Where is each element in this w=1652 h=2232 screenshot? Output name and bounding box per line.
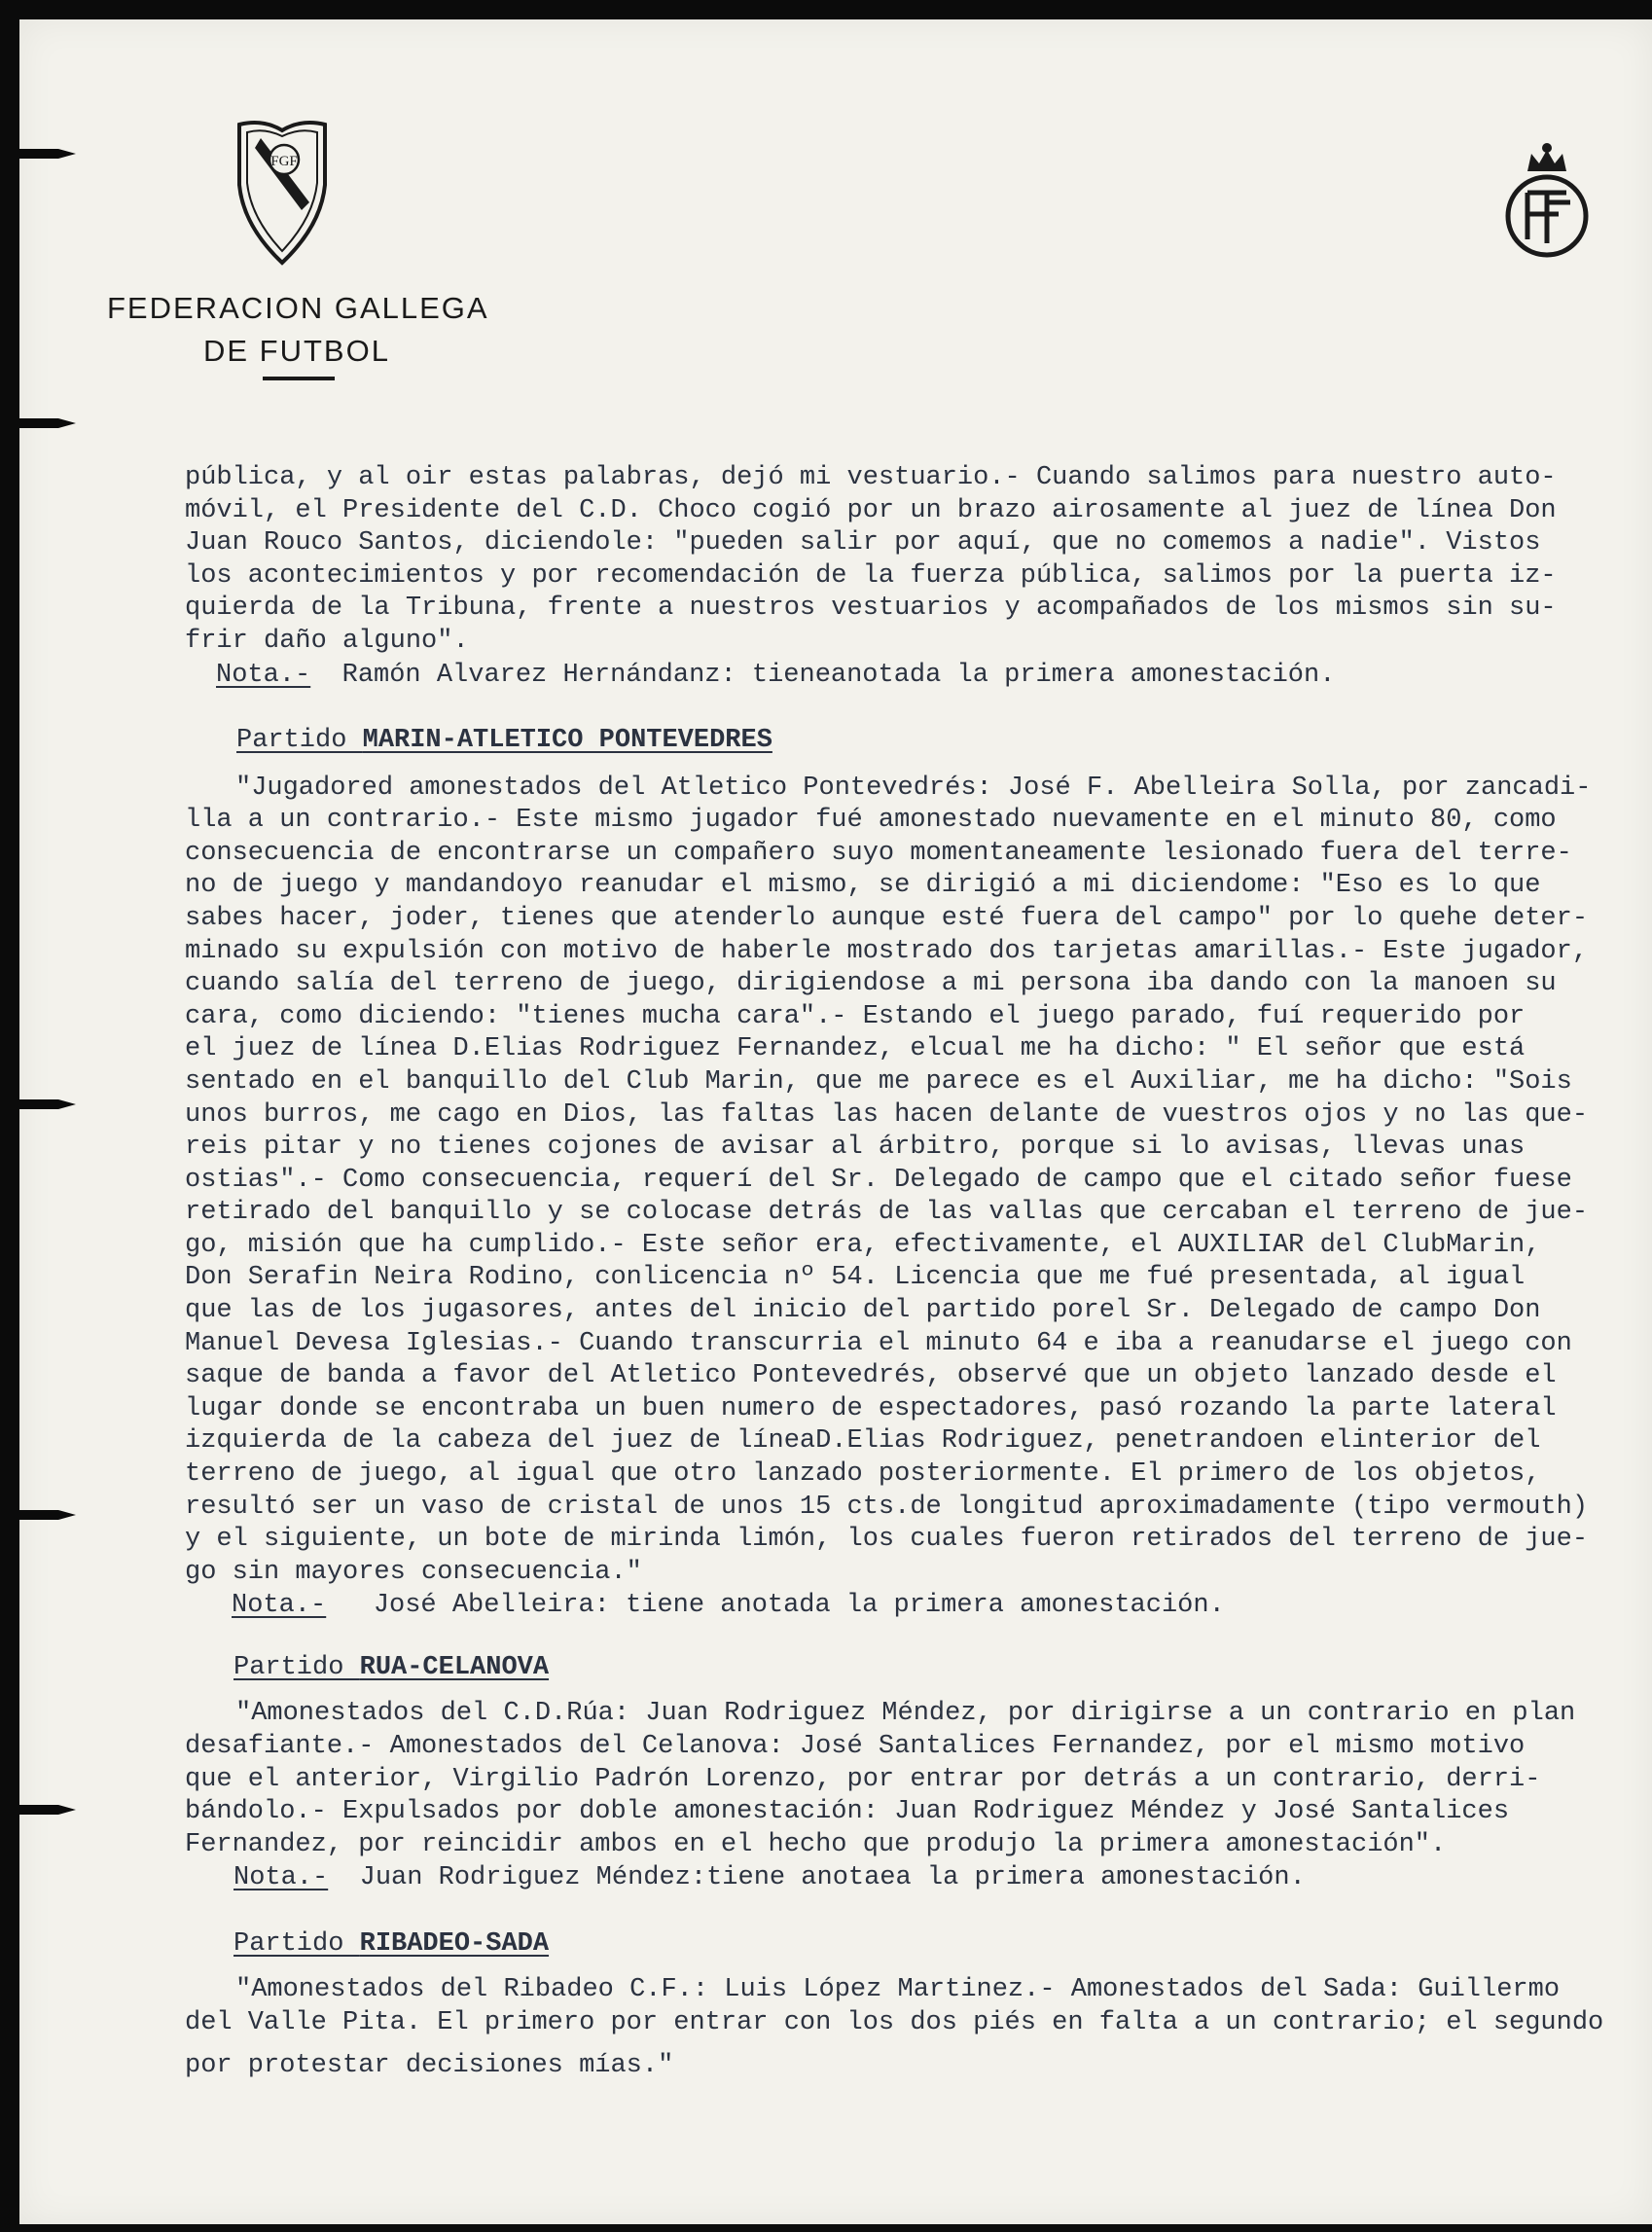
text-line: Juan Rouco Santos, diciendole: "pueden salir por aquí, que no comemos a nadie". Vistos (185, 528, 1541, 558)
binder-tab (19, 1805, 58, 1815)
text-line: "Jugadored amonestados del Atletico Pontevedrés: José F. Abelleira Solla, por zancadi- (235, 773, 1592, 803)
binder-tab (19, 1099, 58, 1109)
text-line: go, misión que ha cumplido.- Este señor era, efectivamente, el AUXILIAR del ClubMarin, (185, 1230, 1541, 1260)
heading-prefix: Partido (236, 725, 363, 755)
text-line: unos burros, me cago en Dios, las faltas las hacen delante de vuestros ojos y no las que- (185, 1099, 1589, 1130)
intro-paragraph (185, 462, 1644, 659)
binder-tab (19, 1510, 58, 1520)
text-line: bándolo.- Expulsados por doble amonestación: Juan Rodriguez Méndez y José Santalices (185, 1797, 1510, 1827)
text-line: sentado en el banquillo del Club Marin, que me parece es el Auxiliar, me ha dicho: "Sois (185, 1066, 1572, 1097)
text-line: móvil, el Presidente del C.D. Choco cogió por un brazo airosamente al juez de línea Don (185, 495, 1557, 525)
text-line: desafiante.- Amonestados del Celanova: José Santalices Fernandez, por el mismo motivo (185, 1732, 1526, 1761)
binder-tab (19, 149, 58, 159)
section-paragraph (185, 1974, 1644, 2082)
text-line: que el anterior, Virgilio Padrón Lorenzo, por entrar por detrás a un contrario, derri- (185, 1764, 1541, 1794)
text-line: y el siguiente, un bote de mirinda limón, los cuales fueron retirados del terreno de jue- (185, 1525, 1589, 1555)
text-line: por protestar decisiones mías." (185, 2050, 674, 2080)
text-line: pública, y al oir estas palabras, dejó mi vestuario.- Cuando salimos para nuestro auto- (185, 463, 1557, 492)
section-heading-rua-celanova (185, 1651, 1644, 1684)
nota-label: Nota.- (232, 1591, 327, 1621)
text-line: saque de banda a favor del Atletico Pontevedrés, observé que un objeto lanzado desde el (185, 1361, 1557, 1391)
text-line: quierda de la Tribuna, frente a nuestros vestuarios y acompañados de los mismos sin su- (185, 594, 1557, 624)
heading-teams: RUA-CELANOVA (359, 1653, 550, 1683)
text-line: no de juego y mandandoyo reanudar el mismo, se dirigió a mi diciendome: "Eso es lo que (185, 871, 1541, 901)
nota-text: Ramón Alvarez Hernándanz: tieneanotada la primera amonestación. (310, 660, 1336, 690)
text-line: terreno de juego, al igual que otro lanzado posteriormente. El primero de los objetos, (185, 1459, 1541, 1490)
text-line: del Valle Pita. El primero por entrar con los dos piés en falta a un contrario; el segundo (185, 2007, 1604, 2037)
text-line: lla a un contrario.- Este mismo jugador fué amonestado nuevamente en el minuto 80, como (185, 806, 1557, 836)
text-line: el juez de línea D.Elias Rodriguez Fernandez, elcual me ha dicho: " El señor que está (185, 1034, 1526, 1064)
nota-label: Nota.- (233, 1863, 329, 1893)
nota-line (185, 659, 1644, 692)
organization-name-line1: FEDERACION GALLEGA (107, 291, 489, 325)
text-line: Manuel Devesa Iglesias.- Cuando transcurria el minuto 64 e iba a reanudarse el juego con (185, 1328, 1572, 1358)
binder-tab (19, 418, 58, 428)
letterhead-rule (263, 377, 335, 380)
text-line: Don Serafin Neira Rodino, conlicencia nº 54. Licencia que me fué presentada, al igual (185, 1263, 1526, 1293)
text-line: los acontecimientos y por recomendación de la fuerza pública, salimos por la puerta iz- (185, 560, 1557, 591)
nota-text: José Abelleira: tiene anotada la primera amonestación. (326, 1591, 1225, 1621)
document-body (185, 462, 1644, 2082)
nota-text: Juan Rodriguez Méndez:tiene anotaea la primera amonestación. (328, 1863, 1306, 1893)
text-line: "Amonestados del Ribadeo C.F.: Luis López Martinez.- Amonestados del Sada: Guillermo (235, 1975, 1561, 2005)
section-heading-ribadeo-sada (185, 1927, 1644, 1961)
heading-prefix: Partido (233, 1929, 360, 1960)
text-line: "Amonestados del C.D.Rúa: Juan Rodriguez Méndez, por dirigirse a un contrario en plan (235, 1699, 1576, 1729)
text-line: que las de los jugasores, antes del inicio del partido porel Sr. Delegado de campo Don (185, 1296, 1541, 1326)
text-line: retirado del banquillo y se colocase detrás de las vallas que cercaban el terreno de jue- (185, 1198, 1589, 1228)
heading-teams: RIBADEO-SADA (359, 1929, 550, 1960)
text-line: resultó ser un vaso de cristal de unos 15 cts.de longitud aproximadamente (tipo vermouth) (185, 1492, 1589, 1522)
nota-label: Nota.- (216, 660, 311, 690)
text-line: cara, como diciendo: "tienes mucha cara".- Estando el juego parado, fuí requerido por (185, 1001, 1526, 1031)
text-line: sabes hacer, joder, tienes que atenderlo aunque esté fuera del campo" por lo quehe deter- (185, 903, 1589, 933)
document-page (19, 19, 1652, 2224)
text-line: izquierda de la cabeza del juez de líneaD.Elias Rodriguez, penetrandoen elinterior del (185, 1426, 1541, 1457)
heading-prefix: Partido (233, 1653, 360, 1683)
section-heading-marin-atletico (185, 724, 1644, 757)
text-line: lugar donde se encontraba un buen numero de espectadores, pasó rozando la parte lateral (185, 1393, 1557, 1423)
text-line: go sin mayores consecuencia." (185, 1557, 642, 1587)
nota-line (185, 1861, 1644, 1894)
text-line: cuando salía del terreno de juego, dirigiendose a mi persona iba dando con la manoen su (185, 969, 1557, 999)
organization-name-line2: DE FUTBOL (203, 334, 390, 368)
heading-teams: MARIN-ATLETICO PONTEVEDRES (362, 725, 772, 755)
text-line: reis pitar y no tienes cojones de avisar al árbitro, porque si lo avisas, llevas unas (185, 1133, 1526, 1163)
royal-federation-emblem-icon (1489, 134, 1605, 261)
section-paragraph (185, 773, 1644, 1590)
text-line: consecuencia de encontrarse un compañero suyo momentaneamente lesionado fuera del terre- (185, 838, 1572, 868)
text-line: minado su expulsión con motivo de haberle mostrado dos tarjetas amarillas.- Este jugador, (185, 936, 1589, 966)
svg-text:FGF: FGF (270, 154, 298, 169)
section-paragraph (185, 1698, 1644, 1861)
organization-name (107, 287, 496, 373)
text-line: frir daño alguno". (185, 626, 469, 656)
text-line: Fernandez, por reincidir ambos en el hecho que produjo la primera amonestación". (185, 1829, 1447, 1859)
text-line: ostias".- Como consecuencia, requerí del Sr. Delegado de campo que el citado señor fuese (185, 1165, 1572, 1195)
nota-line (185, 1589, 1644, 1622)
federation-shield-icon (233, 117, 331, 268)
